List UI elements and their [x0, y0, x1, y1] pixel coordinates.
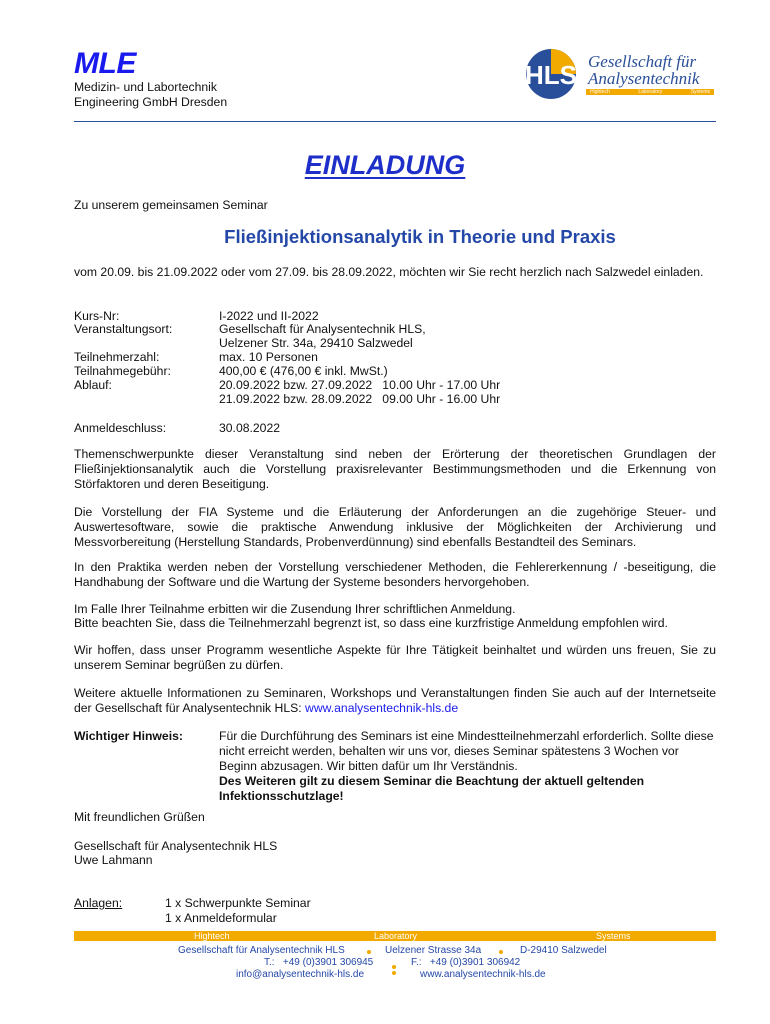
closing-company: Gesellschaft für Analysentechnik HLS — [74, 839, 278, 853]
mle-line-2: Engineering GmbH Dresden — [74, 95, 228, 109]
ablauf-value-1: 20.09.2022 bzw. 27.09.2022 10.00 Uhr - 17.00 Uhr — [219, 378, 501, 392]
invite-text: vom 20.09. bis 21.09.2022 oder vom 27.09. bis 28.09.2022, möchten wir Sie recht herzlich nach Salzwedel einladen. — [74, 265, 704, 279]
attachment-item: 1 x Schwerpunkte Seminar — [165, 896, 311, 910]
footer-dot-icon — [392, 965, 396, 969]
info-text: Weitere aktuelle Informationen zu Seminaren, Workshops und Veranstaltungen finden Sie auch auf der Internetseite der Gesellschaft für Analysentechnik HLS: — [74, 686, 716, 715]
footer-bar-word-2: Laboratory — [374, 931, 418, 941]
greeting: Mit freundlichen Grüßen — [74, 810, 205, 824]
hint-label: Wichtiger Hinweis: — [74, 729, 183, 743]
teilnehmer-label: Teilnehmerzahl: — [74, 350, 160, 364]
footer-dot-icon — [392, 971, 396, 975]
paragraph-themen: Themenschwerpunkte dieser Veranstaltung sind neben der Erörterung der theoretischen Grundlagen der Fließinjektionsanalytik auch die Vorstellung praxisrelevanter Bestimmungsmethoden und die Erkennung von Störfaktoren und deren Beseitigung. — [74, 447, 716, 491]
anmeldeschluss-label: Anmeldeschluss: — [74, 421, 167, 435]
footer-company: Gesellschaft für Analysentechnik HLS — [178, 945, 345, 956]
intro-text: Zu unserem gemeinsamen Seminar — [74, 198, 268, 212]
kurs-label: Kurs-Nr: — [74, 309, 120, 323]
gebuehr-label: Teilnahmegebühr: — [74, 364, 171, 378]
footer-phone: T.: +49 (0)3901 306945 — [264, 957, 374, 968]
anmeldeschluss-value: 30.08.2022 — [219, 421, 280, 435]
footer-street: Uelzener Strasse 34a — [385, 945, 482, 956]
mle-line-1: Medizin- und Labortechnik — [74, 80, 217, 94]
gebuehr-value: 400,00 € (476,00 € inkl. MwSt.) — [219, 364, 388, 378]
closing-person: Uwe Lahmann — [74, 853, 153, 867]
footer-web: www.analysentechnik-hls.de — [420, 969, 546, 980]
hls-tagline-1: Hightech — [590, 89, 610, 95]
attachments-label: Anlagen: — [74, 896, 123, 910]
hls-name-line-2: Analysentechnik — [588, 69, 700, 88]
ort-value-1: Gesellschaft für Analysentechnik HLS, — [219, 322, 426, 336]
footer-bar-word-1: Hightech — [194, 931, 230, 941]
hls-name-line-1: Gesellschaft für — [588, 52, 697, 71]
hint-text — [219, 729, 716, 804]
footer-dot-icon — [499, 950, 503, 954]
footer-bar — [74, 931, 716, 941]
header-divider — [74, 121, 716, 122]
ort-value-2: Uelzener Str. 34a, 29410 Salzwedel — [219, 336, 413, 350]
hls-tagline — [586, 89, 714, 95]
footer-fax: F.: +49 (0)3901 306942 — [411, 957, 521, 968]
mle-logo: MLE — [74, 47, 136, 80]
hls-tagline-3: Systems — [690, 89, 710, 95]
footer-dot-icon — [367, 950, 371, 954]
seminar-title: Fließinjektionsanalytik in Theorie und Praxis — [224, 226, 616, 247]
hls-logo — [520, 48, 716, 100]
attachments-list — [165, 896, 311, 926]
hls-tagline-2: Laboratory — [638, 89, 663, 95]
footer-email: info@analysentechnik-hls.de — [236, 969, 365, 980]
paragraph-praktika: In den Praktika werden neben der Vorstellung verschiedener Methoden, die Fehlererkennung / -beseitigung, die Handhabung der Software und die Wartung der Systeme besonders hervorgehoben. — [74, 560, 716, 589]
ort-label: Veranstaltungsort: — [74, 322, 173, 336]
paragraph-info — [74, 686, 716, 716]
website-link[interactable]: www.analysentechnik-hls.de — [305, 701, 459, 715]
hint-body: Für die Durchführung des Seminars ist eine Mindestteilnehmerzahl erforderlich. Sollte diese nicht erreicht werden, behalten wir uns vor, dieses Seminar spätestens 3 Wochen vor Beginn abzusagen. Wir bitten dafür um Ihr Verständnis. — [219, 729, 714, 773]
ablauf-value-2: 21.09.2022 bzw. 28.09.2022 09.00 Uhr - 16.00 Uhr — [219, 392, 501, 406]
paragraph-teilnehmer: Bitte beachten Sie, dass die Teilnehmerzahl begrenzt ist, so dass eine kurzfristige Anmeldung empfohlen wird. — [74, 616, 668, 630]
attachment-item: 1 x Anmeldeformular — [165, 911, 277, 925]
letterhead — [74, 48, 716, 122]
paragraph-fia: Die Vorstellung der FIA Systeme und die Erläuterung der Anforderungen an die zugehörige Steuer- und Auswertesoftware, sowie die praktische Anwendung inklusive der Möglichkeiten der Archivierung und Messvorbereitung (Herstellung Standards, Probenverdünnung) sind ebenfalls Bestandteil des Seminars. — [74, 505, 716, 549]
ablauf-label: Ablauf: — [74, 378, 112, 392]
page-title: EINLADUNG — [304, 150, 466, 180]
paragraph-anmeldung: Im Falle Ihrer Teilnahme erbitten wir die Zusendung Ihrer schriftlichen Anmeldung. — [74, 602, 516, 616]
footer-bar-word-3: Systems — [596, 931, 631, 941]
kurs-value: I-2022 und II-2022 — [219, 309, 319, 323]
footer-city: D-29410 Salzwedel — [520, 945, 607, 956]
hls-letters: HLS — [525, 60, 577, 90]
hint-bold: Des Weiteren gilt zu diesem Seminar die Beachtung der aktuell geltenden Infektionsschutzlage! — [219, 774, 645, 803]
hls-emblem-icon — [520, 48, 584, 100]
teilnehmer-value: max. 10 Personen — [219, 350, 318, 364]
paragraph-programm: Wir hoffen, dass unser Programm wesentliche Aspekte für Ihre Tätigkeit beinhaltet und würden uns freuen, Sie zu unserem Seminar begrüßen zu dürfen. — [74, 643, 716, 672]
mle-company-name — [74, 80, 227, 110]
